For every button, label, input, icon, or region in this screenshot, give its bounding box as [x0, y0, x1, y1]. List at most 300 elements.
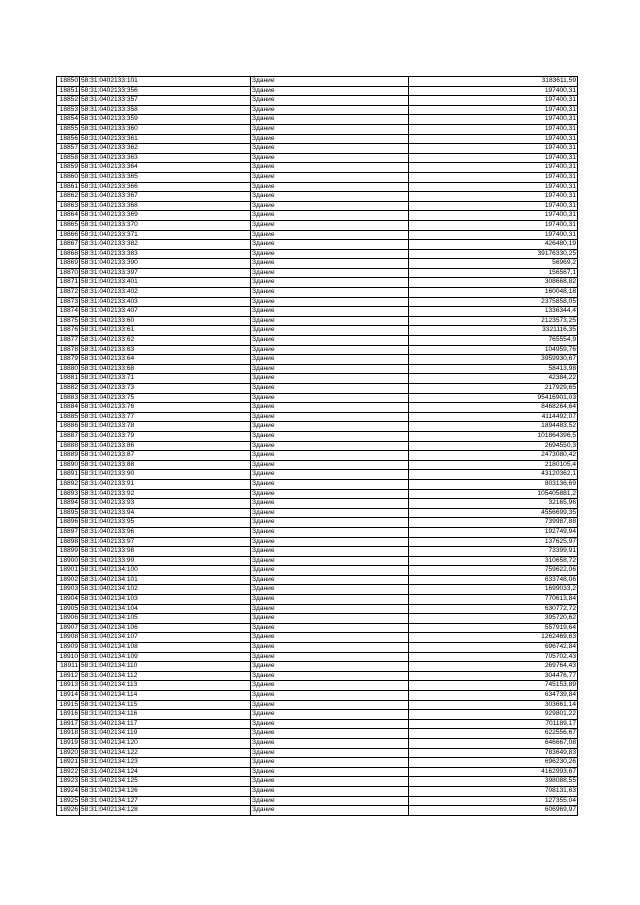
cadastral-value-cell: 770613,84	[409, 595, 578, 605]
cadastral-number-cell: 58:31:0402133:362	[80, 144, 251, 154]
cadastral-value-cell: 73399,91	[409, 547, 578, 557]
cadastral-value-cell: 622556,67	[409, 729, 578, 739]
row-number-cell: 18900	[57, 556, 80, 566]
table-row	[57, 748, 578, 758]
cadastral-value-cell: 2473080,42	[409, 451, 578, 461]
row-number-cell: 18911	[57, 662, 80, 672]
row-number-cell: 18855	[57, 124, 80, 134]
cadastral-number-cell: 58:31:0402134:127	[80, 796, 251, 806]
object-type-cell: Здание	[251, 220, 409, 230]
object-type-cell: Здание	[251, 211, 409, 221]
table-row	[57, 643, 578, 653]
cadastral-number-cell: 58:31:0402134:112	[80, 671, 251, 681]
row-number-cell: 18906	[57, 614, 80, 624]
row-number-cell: 18888	[57, 441, 80, 451]
table-row	[57, 575, 578, 585]
table-row	[57, 307, 578, 317]
cadastral-value-cell: 4162993,67	[409, 767, 578, 777]
object-type-cell: Здание	[251, 278, 409, 288]
cadastral-number-cell: 58:31:0402133:61	[80, 326, 251, 336]
row-number-cell: 18895	[57, 508, 80, 518]
cadastral-number-cell: 58:31:0402133:370	[80, 220, 251, 230]
cadastral-value-cell: 606969,97	[409, 806, 578, 816]
object-type-cell: Здание	[251, 738, 409, 748]
table-row	[57, 758, 578, 768]
table-row	[57, 345, 578, 355]
table-row	[57, 767, 578, 777]
cadastral-number-cell: 58:31:0402133:358	[80, 105, 251, 115]
cadastral-number-cell: 58:31:0402133:90	[80, 470, 251, 480]
cadastral-number-cell: 58:31:0402134:119	[80, 729, 251, 739]
object-type-cell: Здание	[251, 259, 409, 269]
cadastral-value-cell: 705702,43	[409, 652, 578, 662]
object-type-cell: Здание	[251, 412, 409, 422]
cadastral-value-cell: 104959,76	[409, 345, 578, 355]
table-row	[57, 691, 578, 701]
table-row	[57, 336, 578, 346]
table-row	[57, 518, 578, 528]
table-row	[57, 220, 578, 230]
row-number-cell: 18920	[57, 748, 80, 758]
cadastral-number-cell: 58:31:0402133:367	[80, 192, 251, 202]
row-number-cell: 18914	[57, 691, 80, 701]
cadastral-number-cell: 58:31:0402133:357	[80, 96, 251, 106]
row-number-cell: 18856	[57, 134, 80, 144]
object-type-cell: Здание	[251, 547, 409, 557]
row-number-cell: 18918	[57, 729, 80, 739]
table-row	[57, 230, 578, 240]
object-type-cell: Здание	[251, 652, 409, 662]
object-type-cell: Здание	[251, 643, 409, 653]
row-number-cell: 18869	[57, 259, 80, 269]
cadastral-number-cell: 58:31:0402133:94	[80, 508, 251, 518]
cadastral-number-cell: 58:31:0402133:63	[80, 345, 251, 355]
row-number-cell: 18909	[57, 643, 80, 653]
cadastral-number-cell: 58:31:0402133:383	[80, 249, 251, 259]
cadastral-value-cell: 156567,1	[409, 268, 578, 278]
table-row	[57, 211, 578, 221]
table-row	[57, 537, 578, 547]
row-number-cell: 18851	[57, 86, 80, 96]
cadastral-number-cell: 58:31:0402133:369	[80, 211, 251, 221]
row-number-cell: 18923	[57, 777, 80, 787]
cadastral-value-cell: 310658,72	[409, 556, 578, 566]
cadastral-number-cell: 58:31:0402134:109	[80, 652, 251, 662]
table-row	[57, 662, 578, 672]
table-row	[57, 259, 578, 269]
cadastral-number-cell: 58:31:0402134:124	[80, 767, 251, 777]
table-row	[57, 412, 578, 422]
object-type-cell: Здание	[251, 623, 409, 633]
row-number-cell: 18860	[57, 172, 80, 182]
object-type-cell: Здание	[251, 230, 409, 240]
cadastral-number-cell: 58:31:0402133:71	[80, 374, 251, 384]
object-type-cell: Здание	[251, 767, 409, 777]
row-number-cell: 18875	[57, 316, 80, 326]
cadastral-value-cell: 1336344,4	[409, 307, 578, 317]
cadastral-number-cell: 58:31:0402134:126	[80, 786, 251, 796]
row-number-cell: 18862	[57, 192, 80, 202]
object-type-cell: Здание	[251, 537, 409, 547]
row-number-cell: 18865	[57, 220, 80, 230]
object-type-cell: Здание	[251, 806, 409, 816]
cadastral-number-cell: 58:31:0402133:368	[80, 201, 251, 211]
table-row	[57, 163, 578, 173]
row-number-cell: 18891	[57, 470, 80, 480]
row-number-cell: 18926	[57, 806, 80, 816]
table-row	[57, 105, 578, 115]
table-row	[57, 719, 578, 729]
table-row	[57, 451, 578, 461]
cadastral-number-cell: 58:31:0402134:113	[80, 681, 251, 691]
row-number-cell: 18866	[57, 230, 80, 240]
object-type-cell: Здание	[251, 431, 409, 441]
cadastral-number-cell: 58:31:0402133:363	[80, 153, 251, 163]
object-type-cell: Здание	[251, 172, 409, 182]
cadastral-number-cell: 58:31:0402133:96	[80, 527, 251, 537]
table-row	[57, 489, 578, 499]
object-type-cell: Здание	[251, 710, 409, 720]
cadastral-number-cell: 58:31:0402134:100	[80, 566, 251, 576]
cadastral-value-cell: 303661,14	[409, 700, 578, 710]
cadastral-value-cell: 1262469,63	[409, 633, 578, 643]
object-type-cell: Здание	[251, 595, 409, 605]
table-row	[57, 633, 578, 643]
table-row	[57, 470, 578, 480]
cadastral-number-cell: 58:31:0402133:62	[80, 336, 251, 346]
cadastral-value-cell: 398088,55	[409, 777, 578, 787]
object-type-cell: Здание	[251, 124, 409, 134]
cadastral-number-cell: 58:31:0402133:64	[80, 355, 251, 365]
cadastral-value-cell: 426480,19	[409, 240, 578, 250]
table-row	[57, 547, 578, 557]
object-type-cell: Здание	[251, 508, 409, 518]
cadastral-value-cell: 765554,9	[409, 336, 578, 346]
cadastral-number-cell: 58:31:0402133:95	[80, 518, 251, 528]
row-number-cell: 18871	[57, 278, 80, 288]
cadastral-value-cell: 217929,65	[409, 384, 578, 394]
table-row	[57, 460, 578, 470]
cadastral-number-cell: 58:31:0402133:92	[80, 489, 251, 499]
cadastral-number-cell: 58:31:0402133:361	[80, 134, 251, 144]
table-row	[57, 729, 578, 739]
object-type-cell: Здание	[251, 182, 409, 192]
table-row	[57, 124, 578, 134]
table-row	[57, 585, 578, 595]
table-row	[57, 431, 578, 441]
row-number-cell: 18853	[57, 105, 80, 115]
cadastral-value-cell: 3183611,59	[409, 77, 578, 87]
cadastral-number-cell: 58:31:0402133:97	[80, 537, 251, 547]
table-row	[57, 268, 578, 278]
object-type-cell: Здание	[251, 729, 409, 739]
object-type-cell: Здание	[251, 786, 409, 796]
object-type-cell: Здание	[251, 470, 409, 480]
cadastral-value-cell: 2694550,3	[409, 441, 578, 451]
cadastral-number-cell: 58:31:0402133:371	[80, 230, 251, 240]
table-row	[57, 201, 578, 211]
row-number-cell: 18857	[57, 144, 80, 154]
cadastral-number-cell: 58:31:0402134:106	[80, 623, 251, 633]
row-number-cell: 18861	[57, 182, 80, 192]
cadastral-value-cell: 197400,31	[409, 96, 578, 106]
cadastral-value-cell: 58413,98	[409, 364, 578, 374]
row-number-cell: 18868	[57, 249, 80, 259]
table-row	[57, 671, 578, 681]
cadastral-value-cell: 646667,08	[409, 738, 578, 748]
object-type-cell: Здание	[251, 393, 409, 403]
cadastral-number-cell: 58:31:0402133:366	[80, 182, 251, 192]
cadastral-number-cell: 58:31:0402133:407	[80, 307, 251, 317]
row-number-cell: 18897	[57, 527, 80, 537]
table-row	[57, 115, 578, 125]
cadastral-value-cell: 197400,31	[409, 172, 578, 182]
table-row	[57, 422, 578, 432]
row-number-cell: 18893	[57, 489, 80, 499]
cadastral-value-cell: 56969,2	[409, 259, 578, 269]
cadastral-value-cell: 197400,31	[409, 115, 578, 125]
table-row	[57, 192, 578, 202]
row-number-cell: 18863	[57, 201, 80, 211]
cadastral-number-cell: 58:31:0402134:114	[80, 691, 251, 701]
table-row	[57, 777, 578, 787]
object-type-cell: Здание	[251, 566, 409, 576]
cadastral-value-cell: 634739,84	[409, 691, 578, 701]
cadastral-number-cell: 58:31:0402134:108	[80, 643, 251, 653]
object-type-cell: Здание	[251, 719, 409, 729]
cadastral-value-cell: 197400,31	[409, 163, 578, 173]
registry-sheet	[56, 76, 577, 816]
cadastral-value-cell: 42384,22	[409, 374, 578, 384]
row-number-cell: 18881	[57, 374, 80, 384]
object-type-cell: Здание	[251, 796, 409, 806]
cadastral-value-cell: 160048,18	[409, 288, 578, 298]
cadastral-number-cell: 58:31:0402134:120	[80, 738, 251, 748]
table-row	[57, 786, 578, 796]
cadastral-value-cell: 105405881,2	[409, 489, 578, 499]
cadastral-number-cell: 58:31:0402133:356	[80, 86, 251, 96]
object-type-cell: Здание	[251, 268, 409, 278]
object-type-cell: Здание	[251, 671, 409, 681]
object-type-cell: Здание	[251, 748, 409, 758]
table-row	[57, 364, 578, 374]
cadastral-value-cell: 32165,96	[409, 499, 578, 509]
row-number-cell: 18902	[57, 575, 80, 585]
object-type-cell: Здание	[251, 345, 409, 355]
object-type-cell: Здание	[251, 681, 409, 691]
cadastral-number-cell: 58:31:0402133:403	[80, 297, 251, 307]
cadastral-number-cell: 58:31:0402134:116	[80, 710, 251, 720]
cadastral-value-cell: 197400,31	[409, 124, 578, 134]
table-row	[57, 623, 578, 633]
cadastral-value-cell: 929801,22	[409, 710, 578, 720]
object-type-cell: Здание	[251, 604, 409, 614]
row-number-cell: 18879	[57, 355, 80, 365]
cadastral-value-cell: 2180105,4	[409, 460, 578, 470]
cadastral-number-cell: 58:31:0402133:365	[80, 172, 251, 182]
table-row	[57, 77, 578, 87]
object-type-cell: Здание	[251, 700, 409, 710]
row-number-cell: 18907	[57, 623, 80, 633]
cadastral-value-cell: 783649,83	[409, 748, 578, 758]
cadastral-value-cell: 739987,88	[409, 518, 578, 528]
cadastral-value-cell: 269764,43	[409, 662, 578, 672]
cadastral-number-cell: 58:31:0402133:77	[80, 412, 251, 422]
cadastral-number-cell: 58:31:0402133:397	[80, 268, 251, 278]
cadastral-number-cell: 58:31:0402133:390	[80, 259, 251, 269]
cadastral-value-cell: 803136,69	[409, 479, 578, 489]
table-row	[57, 403, 578, 413]
row-number-cell: 18905	[57, 604, 80, 614]
object-type-cell: Здание	[251, 556, 409, 566]
row-number-cell: 18852	[57, 96, 80, 106]
object-type-cell: Здание	[251, 134, 409, 144]
cadastral-value-cell: 304476,77	[409, 671, 578, 681]
cadastral-number-cell: 58:31:0402133:359	[80, 115, 251, 125]
row-number-cell: 18908	[57, 633, 80, 643]
row-number-cell: 18854	[57, 115, 80, 125]
object-type-cell: Здание	[251, 479, 409, 489]
row-number-cell: 18867	[57, 240, 80, 250]
cadastral-number-cell: 58:31:0402133:87	[80, 451, 251, 461]
cadastral-value-cell: 696742,84	[409, 643, 578, 653]
object-type-cell: Здание	[251, 105, 409, 115]
row-number-cell: 18884	[57, 403, 80, 413]
row-number-cell: 18873	[57, 297, 80, 307]
cadastral-number-cell: 58:31:0402133:68	[80, 364, 251, 374]
object-type-cell: Здание	[251, 192, 409, 202]
table-row	[57, 144, 578, 154]
cadastral-number-cell: 58:31:0402134:107	[80, 633, 251, 643]
object-type-cell: Здание	[251, 240, 409, 250]
row-number-cell: 18886	[57, 422, 80, 432]
object-type-cell: Здание	[251, 384, 409, 394]
row-number-cell: 18882	[57, 384, 80, 394]
cadastral-value-cell: 127355,04	[409, 796, 578, 806]
cadastral-number-cell: 58:31:0402134:101	[80, 575, 251, 585]
cadastral-number-cell: 58:31:0402134:105	[80, 614, 251, 624]
object-type-cell: Здание	[251, 326, 409, 336]
cadastral-value-cell: 197400,31	[409, 230, 578, 240]
row-number-cell: 18919	[57, 738, 80, 748]
row-number-cell: 18877	[57, 336, 80, 346]
table-row	[57, 556, 578, 566]
cadastral-number-cell: 58:31:0402134:103	[80, 595, 251, 605]
cadastral-value-cell: 696230,26	[409, 758, 578, 768]
table-row	[57, 326, 578, 336]
row-number-cell: 18850	[57, 77, 80, 87]
row-number-cell: 18894	[57, 499, 80, 509]
row-number-cell: 18892	[57, 479, 80, 489]
table-row	[57, 374, 578, 384]
cadastral-value-cell: 2375858,05	[409, 297, 578, 307]
object-type-cell: Здание	[251, 451, 409, 461]
cadastral-value-cell: 3959930,67	[409, 355, 578, 365]
cadastral-value-cell: 197400,31	[409, 201, 578, 211]
cadastral-value-cell: 308668,82	[409, 278, 578, 288]
object-type-cell: Здание	[251, 163, 409, 173]
row-number-cell: 18896	[57, 518, 80, 528]
table-row	[57, 96, 578, 106]
cadastral-number-cell: 58:31:0402133:98	[80, 547, 251, 557]
registry-table-body	[57, 77, 578, 816]
table-row	[57, 806, 578, 816]
row-number-cell: 18880	[57, 364, 80, 374]
table-row	[57, 566, 578, 576]
cadastral-number-cell: 58:31:0402133:101	[80, 77, 251, 87]
object-type-cell: Здание	[251, 364, 409, 374]
cadastral-number-cell: 58:31:0402134:117	[80, 719, 251, 729]
object-type-cell: Здание	[251, 691, 409, 701]
cadastral-value-cell: 708131,63	[409, 786, 578, 796]
table-row	[57, 288, 578, 298]
object-type-cell: Здание	[251, 527, 409, 537]
cadastral-value-cell: 630772,72	[409, 604, 578, 614]
object-type-cell: Здание	[251, 758, 409, 768]
object-type-cell: Здание	[251, 249, 409, 259]
row-number-cell: 18883	[57, 393, 80, 403]
cadastral-number-cell: 58:31:0402133:93	[80, 499, 251, 509]
row-number-cell: 18904	[57, 595, 80, 605]
cadastral-value-cell: 395720,62	[409, 614, 578, 624]
cadastral-value-cell: 197400,31	[409, 153, 578, 163]
cadastral-number-cell: 58:31:0402133:402	[80, 288, 251, 298]
cadastral-value-cell: 1894483,52	[409, 422, 578, 432]
cadastral-number-cell: 58:31:0402134:122	[80, 748, 251, 758]
row-number-cell: 18910	[57, 652, 80, 662]
cadastral-value-cell: 197400,31	[409, 220, 578, 230]
cadastral-value-cell: 197400,31	[409, 134, 578, 144]
cadastral-value-cell: 192749,94	[409, 527, 578, 537]
table-row	[57, 479, 578, 489]
row-number-cell: 18874	[57, 307, 80, 317]
cadastral-number-cell: 58:31:0402134:128	[80, 806, 251, 816]
cadastral-number-cell: 58:31:0402134:125	[80, 777, 251, 787]
table-row	[57, 249, 578, 259]
row-number-cell: 18922	[57, 767, 80, 777]
table-row	[57, 316, 578, 326]
table-row	[57, 240, 578, 250]
object-type-cell: Здание	[251, 153, 409, 163]
cadastral-number-cell: 58:31:0402133:76	[80, 403, 251, 413]
cadastral-value-cell: 39176330,25	[409, 249, 578, 259]
cadastral-number-cell: 58:31:0402133:99	[80, 556, 251, 566]
row-number-cell: 18887	[57, 431, 80, 441]
table-row	[57, 710, 578, 720]
table-row	[57, 796, 578, 806]
cadastral-number-cell: 58:31:0402133:88	[80, 460, 251, 470]
cadastral-value-cell: 1699033,2	[409, 585, 578, 595]
cadastral-number-cell: 58:31:0402134:115	[80, 700, 251, 710]
row-number-cell: 18859	[57, 163, 80, 173]
row-number-cell: 18872	[57, 288, 80, 298]
row-number-cell: 18925	[57, 796, 80, 806]
table-row	[57, 508, 578, 518]
row-number-cell: 18917	[57, 719, 80, 729]
table-row	[57, 278, 578, 288]
cadastral-value-cell: 95416901,03	[409, 393, 578, 403]
object-type-cell: Здание	[251, 575, 409, 585]
object-type-cell: Здание	[251, 86, 409, 96]
cadastral-value-cell: 633748,06	[409, 575, 578, 585]
cadastral-value-cell: 197400,31	[409, 182, 578, 192]
object-type-cell: Здание	[251, 489, 409, 499]
cadastral-number-cell: 58:31:0402133:382	[80, 240, 251, 250]
object-type-cell: Здание	[251, 336, 409, 346]
cadastral-number-cell: 58:31:0402133:75	[80, 393, 251, 403]
cadastral-value-cell: 197400,31	[409, 144, 578, 154]
object-type-cell: Здание	[251, 633, 409, 643]
